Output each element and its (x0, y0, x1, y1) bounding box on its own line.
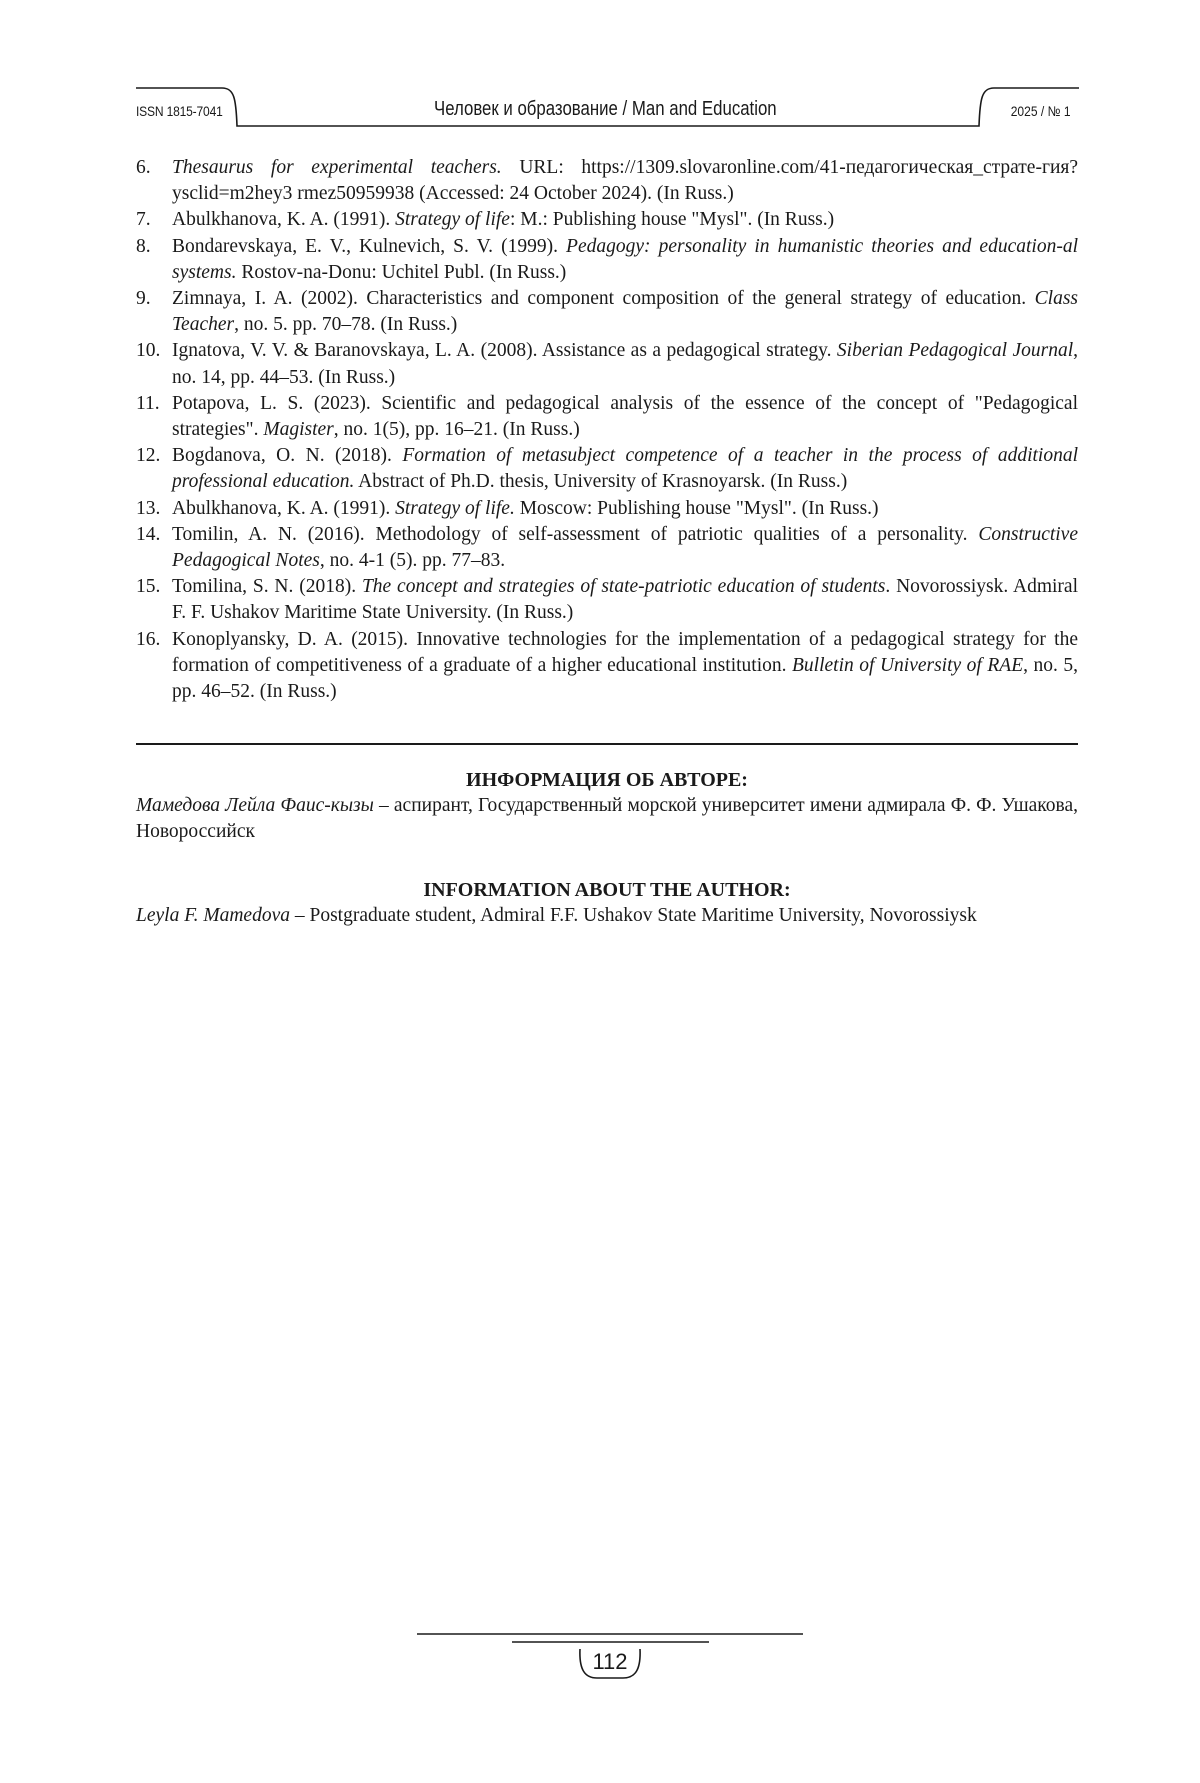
reference-item (136, 155, 1078, 207)
reference-text: Konoplyansky, D. A. (2015). Innovative technologies for the implementation of a pedagogical strategy for the formation of competitiveness of a graduate of a higher educational institution. (172, 629, 1078, 676)
reference-number: 14. (136, 522, 160, 548)
reference-item (136, 286, 1078, 338)
reference-text: , no. 1(5), pp. 16–21. (In Russ.) (334, 419, 580, 440)
reference-number: 10. (136, 338, 160, 364)
reference-text: Rostov-na-Donu: Uchitel Publ. (In Russ.) (236, 262, 566, 283)
reference-title: Pedagogy: personality in humanistic theories and education-al systems. (172, 236, 1078, 283)
issn-label: ISSN 1815-7041 (136, 103, 223, 119)
author-details-ru: – аспирант, Государственный морской университет имени адмирала Ф. Ф. Ушакова, Новороссийск (136, 795, 1078, 842)
reference-text: Tomilina, S. N. (2018). (172, 576, 362, 597)
reference-text: , no. 14, pp. 44–53. (In Russ.) (172, 340, 1078, 387)
reference-list (136, 155, 1078, 705)
reference-text: Bondarevskaya, E. V., Kulnevich, S. V. (1999). (172, 236, 566, 257)
reference-item (136, 496, 1078, 522)
reference-text: , no. 5, pp. 46–52. (In Russ.) (172, 655, 1078, 702)
reference-number: 12. (136, 443, 160, 469)
section-divider (136, 743, 1078, 745)
reference-text: Moscow: Publishing house "Mysl". (In Russ.) (515, 498, 879, 519)
reference-text: Abstract of Ph.D. thesis, University of Krasnoyarsk. (In Russ.) (354, 471, 847, 492)
reference-title: Strategy of life (395, 209, 510, 230)
reference-text: : M.: Publishing house "Mysl". (In Russ.) (510, 209, 834, 230)
reference-item (136, 338, 1078, 390)
author-info-ru-heading: ИНФОРМАЦИЯ ОБ АВТОРЕ: (136, 767, 1078, 793)
reference-title: The concept and strategies of state-patriotic education of students (362, 576, 885, 597)
reference-item (136, 443, 1078, 495)
reference-title: Bulletin of University of RAE (792, 655, 1023, 676)
page-footer (417, 1632, 803, 1692)
reference-title: Constructive Pedagogical Notes (172, 524, 1078, 571)
reference-item (136, 234, 1078, 286)
reference-number: 6. (136, 155, 151, 181)
journal-title: Человек и образование / Man and Education (434, 98, 777, 121)
reference-text: URL: https://1309.slovaronline.com/41-педагогическая_страте-гия?ysclid=m2hey3 rmez50959938 (Accessed: 24 October 2024). (In Russ.) (172, 157, 1078, 204)
author-info-en-heading: INFORMATION ABOUT THE AUTHOR: (136, 877, 1078, 903)
reference-title: Siberian Pedagogical Journal (837, 340, 1073, 361)
reference-text: Zimnaya, I. A. (2002). Characteristics and component composition of the general strategy of education. (172, 288, 1035, 309)
reference-text: Abulkhanova, K. A. (1991). (172, 209, 395, 230)
issue-label: 2025 / № 1 (1011, 103, 1071, 119)
reference-number: 11. (136, 391, 160, 417)
author-info-ru-text (136, 793, 1078, 845)
reference-text: Tomilin, A. N. (2016). Methodology of self-assessment of patriotic qualities of a personality. (172, 524, 978, 545)
reference-item (136, 627, 1078, 706)
reference-title: Class Teacher (172, 288, 1078, 335)
reference-text: Potapova, L. S. (2023). Scientific and pedagogical analysis of the essence of the concept of "Pedagogical strategies". (172, 393, 1078, 440)
reference-text: , no. 4-1 (5). pp. 77–83. (320, 550, 505, 571)
reference-number: 9. (136, 286, 151, 312)
author-details-en: – Postgraduate student, Admiral F.F. Ushakov State Maritime University, Novorossiysk (290, 905, 977, 926)
reference-text: Abulkhanova, K. A. (1991). (172, 498, 395, 519)
reference-item (136, 574, 1078, 626)
author-name-en: Leyla F. Mamedova (136, 905, 290, 926)
author-info-en-text (136, 903, 1078, 929)
reference-title: Strategy of life. (395, 498, 515, 519)
reference-number: 7. (136, 207, 151, 233)
author-name-ru: Мамедова Лейла Фаис-кызы (136, 795, 374, 816)
reference-item (136, 207, 1078, 233)
reference-text: . Novorossiysk. Admiral F. F. Ushakov Maritime State University. (In Russ.) (172, 576, 1078, 623)
reference-item (136, 391, 1078, 443)
reference-number: 16. (136, 627, 160, 653)
reference-text: , no. 5. pp. 70–78. (In Russ.) (234, 314, 457, 335)
reference-number: 8. (136, 234, 151, 260)
page-number: 112 (417, 1649, 803, 1675)
reference-item (136, 522, 1078, 574)
reference-number: 13. (136, 496, 160, 522)
reference-text: Ignatova, V. V. & Baranovskaya, L. A. (2008). Assistance as a pedagogical strategy. (172, 340, 837, 361)
reference-title: Magister (263, 419, 333, 440)
reference-number: 15. (136, 574, 160, 600)
reference-title: Formation of metasubject competence of a teacher in the process of additional professional education. (172, 445, 1078, 492)
reference-title: Thesaurus for experimental teachers. (172, 157, 502, 178)
page-header (136, 82, 1079, 130)
reference-text: Bogdanova, O. N. (2018). (172, 445, 402, 466)
